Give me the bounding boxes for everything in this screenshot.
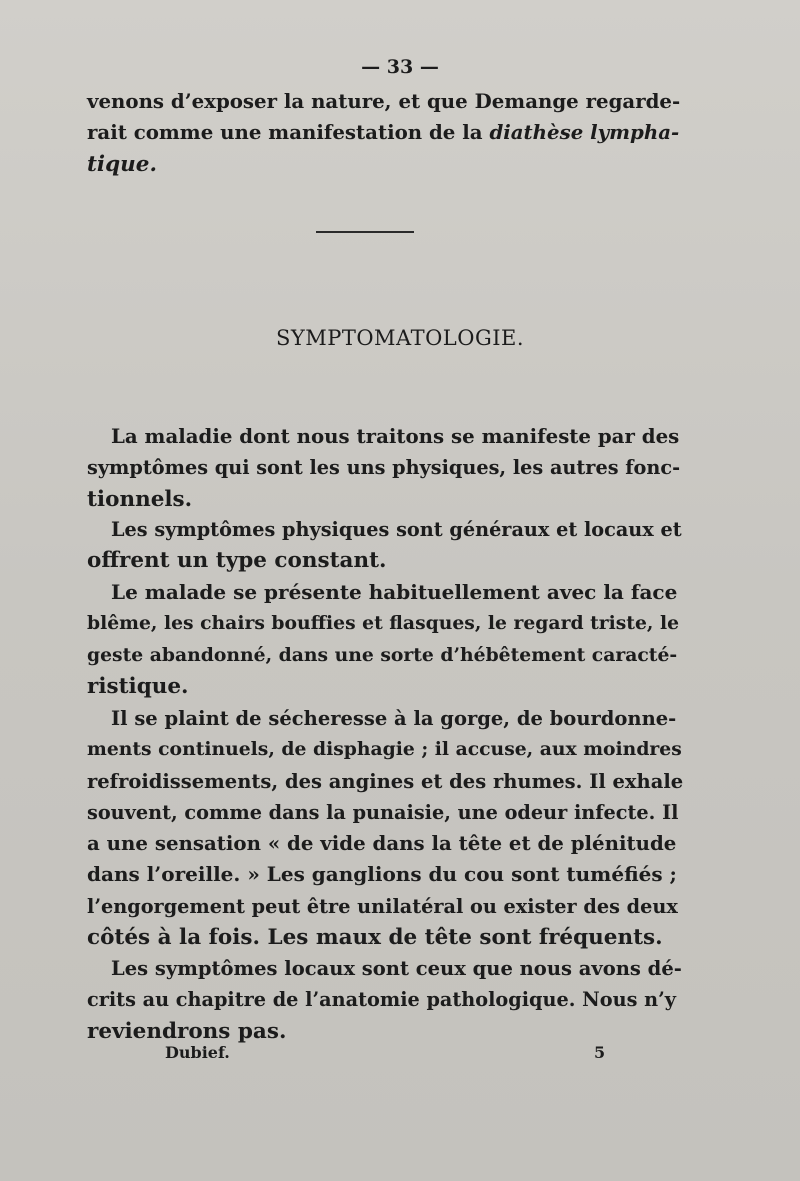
paragraph-line: blême, les chairs bouffies et flasques, le regard triste, le	[87, 612, 679, 635]
signature-mark: 5	[594, 1043, 606, 1062]
section-title: SYMPTOMATOLOGIE.	[275, 326, 525, 350]
paragraph-4	[87, 703, 683, 953]
paragraph-line: crits au chapitre de l’anatomie pathologique. Nous n’y	[87, 988, 676, 1012]
paragraph-line: côtés à la fois. Les maux de tête sont fréquents.	[87, 925, 663, 951]
page-number: — 33 —	[361, 56, 439, 78]
paragraph-1	[87, 421, 683, 515]
paragraph-line: souvent, comme dans la punaisie, une odeur infecte. Il	[87, 800, 679, 824]
footer-author: Dubief.	[165, 1043, 230, 1062]
paragraph-line: ristique.	[87, 673, 189, 699]
paragraph-line: l’engorgement peut être unilatéral ou exister des deux	[87, 894, 678, 918]
paragraph-3	[87, 577, 683, 702]
paragraph-line: refroidissements, des angines et des rhumes. Il exhale	[87, 769, 684, 793]
paragraph-line: La maladie dont nous traitons se manifeste par des	[111, 424, 680, 448]
paragraph-line: symptômes qui sont les uns physiques, les autres fonc-	[87, 456, 681, 480]
paragraph-line: offrent un type constant.	[87, 548, 387, 574]
paragraph-line: reviendrons pas.	[87, 1018, 287, 1044]
intro-paragraph	[87, 86, 683, 180]
paragraph-line: Les symptômes physiques sont généraux et locaux et	[111, 518, 682, 541]
paragraph-line: Il se plaint de sécheresse à la gorge, de bourdonne-	[111, 707, 677, 730]
intro-line-1: venons d’exposer la nature, et que Demange regarde-	[87, 89, 681, 113]
intro-line-3: tique.	[87, 151, 157, 177]
italic-term: diathèse lympha-	[489, 120, 680, 145]
paragraph-5	[87, 953, 683, 1047]
intro-line-2: rait comme une manifestation de la diathèse lympha-	[87, 120, 680, 145]
paragraph-line: Les symptômes locaux sont ceux que nous avons dé-	[111, 957, 682, 980]
section-divider	[316, 231, 414, 233]
paragraph-line: tionnels.	[87, 486, 193, 512]
paragraph-line: ments continuels, de disphagie ; il accuse, aux moindres	[87, 738, 682, 761]
paragraph-line: a une sensation « de vide dans la tête et de plénitude	[87, 831, 677, 856]
paragraph-line: dans l’oreille. » Les ganglions du cou sont tuméfiés ;	[87, 862, 677, 887]
paragraph-2	[87, 514, 683, 577]
paragraph-line: Le malade se présente habituellement avec la face	[111, 580, 678, 604]
paragraph-line: geste abandonné, dans une sorte d’hébêtement caracté-	[87, 643, 678, 666]
